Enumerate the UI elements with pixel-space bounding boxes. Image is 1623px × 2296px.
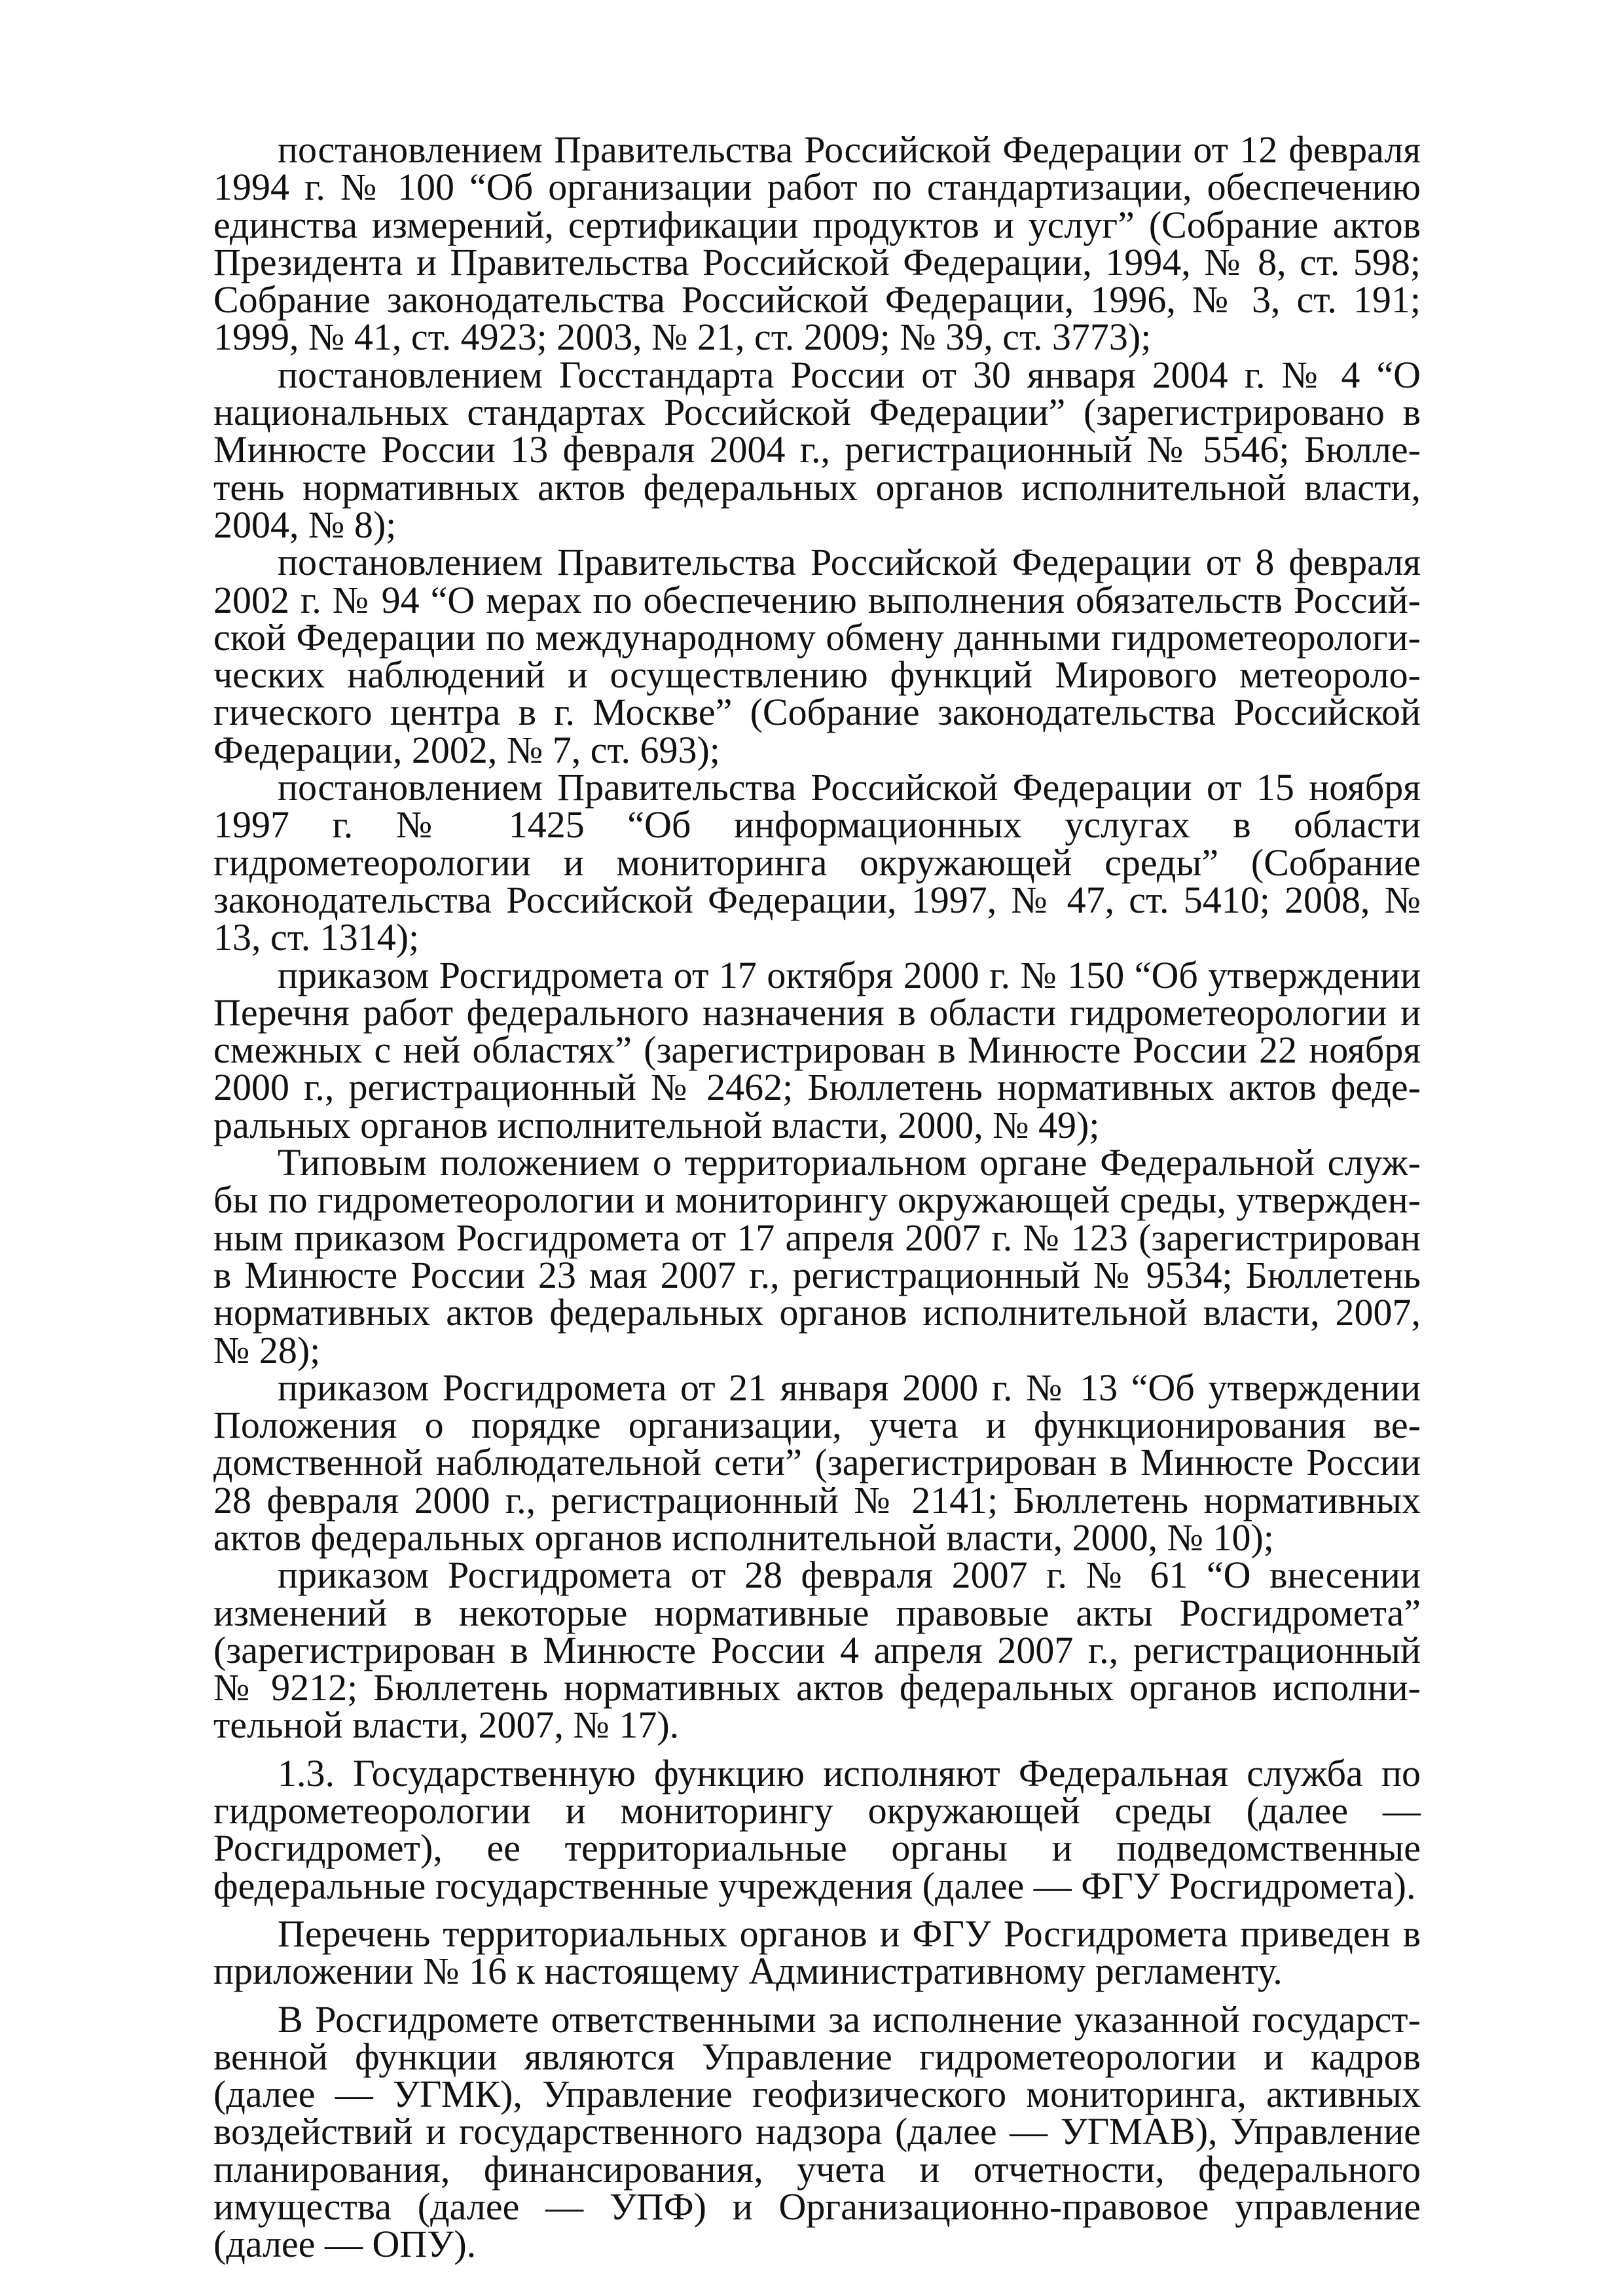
paragraph: постановлением Правительства Российской Федерации от 15 ноября 1997 г. № 1425 “Об информационных услугах в области гидрометеорологии и мониторинга окружающей среды” (Собрание законодательства Российской Федерации, 1997, № 47, ст. 5410; 2008, № 13, ст. 1314); bbox=[213, 766, 1421, 959]
paragraph: приказом Росгидромета от 21 января 2000 г. № 13 “Об утверждении Положения о порядке организации, учета и функционирования ведомственной наблюдательной сети” (зарегистрирован в Минюсте России 28 февраля 2000 г., регистрационный № 2141; Бюллетень нормативных актов федеральных органов исполнительной власти, 2000, № 10); bbox=[213, 1366, 1421, 1559]
paragraph: постановлением Правительства Российской Федерации от 8 февраля 2002 г. № 94 “О мерах по обеспечению выполнения обязательств Российской Федерации по международному обмену данными гидрометеорологических наблюдений и осуществлению функций Мирового метеорологического центра в г. Москве” (Собрание законодательства Российской Федерации, 2002, № 7, ст. 693); bbox=[213, 541, 1421, 771]
paragraph: Типовым положением о территориальном органе Федеральной службы по гидрометеорологии и мониторингу окружающей среды, утвержденным приказом Росгидромета от 17 апреля 2007 г. № 123 (зарегистрирован в Минюсте России 23 мая 2007 г., регистрационный № 9534; Бюллетень нормативных актов федеральных органов исполнительной власти, 2007, № 28); bbox=[213, 1141, 1421, 1372]
paragraph: Перечень территориальных органов и ФГУ Росгидромета приведен в приложении № 16 к настоящему Административному регламенту. bbox=[213, 1912, 1421, 1993]
paragraph: постановлением Госстандарта России от 30 января 2004 г. № 4 “О национальных стандартах Российской Федерации” (зарегистрировано в Минюсте России 13 февраля 2004 г., регистрационный № 5546; Бюллетень нормативных актов федеральных органов исполнительной власти, 2004, № 8); bbox=[213, 353, 1421, 546]
document-page bbox=[213, 128, 1421, 2266]
paragraph: постановлением Правительства Российской Федерации от 12 февраля 1994 г. № 100 “Об организации работ по стандартизации, обеспечению единства измерений, сертификации продуктов и услуг” (Собрание актов Президента и Правительства Российской Федерации, 1994, № 8, ст. 598; Собрание законодательства Российской Федерации, 1996, № 3, ст. 191; 1999, № 41, ст. 4923; 2003, № 21, ст. 2009; № 39, ст. 3773); bbox=[213, 128, 1421, 359]
paragraph: приказом Росгидромета от 17 октября 2000 г. № 150 “Об утверждении Перечня работ федерального назначения в области гидрометеорологии и смежных с ней областях” (зарегистрирован в Минюсте России 22 ноября 2000 г., регистрационный № 2462; Бюллетень нормативных актов федеральных органов исполнительной власти, 2000, № 49); bbox=[213, 953, 1421, 1146]
paragraph: В Росгидромете ответственными за исполнение указанной государственной функции являются Управление гидрометеорологии и кадров (далее — УГМК), Управление геофизического мониторинга, активных воздействий и государственного надзора (далее — УГМАВ), Управление планирования, финансирования, учета и отчетности, федерального имущества (далее — УПФ) и Организационно-правовое управление (далее — ОПУ). bbox=[213, 1997, 1421, 2266]
paragraph: приказом Росгидромета от 28 февраля 2007 г. № 61 “О внесении изменений в некоторые нормативные правовые акты Росгидромета” (зарегистрирован в Минюсте России 4 апреля 2007 г., регистрационный № 9212; Бюллетень нормативных актов федеральных органов исполнительной власти, 2007, № 17). bbox=[213, 1554, 1421, 1747]
section-paragraph-1-3: 1.3. Государственную функцию исполняют Федеральная служба по гидрометеорологии и мониторингу окружающей среды (далее — Росгидромет), ее территориальные органы и подведомственные федеральные государственные учреждения (далее — ФГУ Росгидромета). bbox=[213, 1751, 1421, 1907]
